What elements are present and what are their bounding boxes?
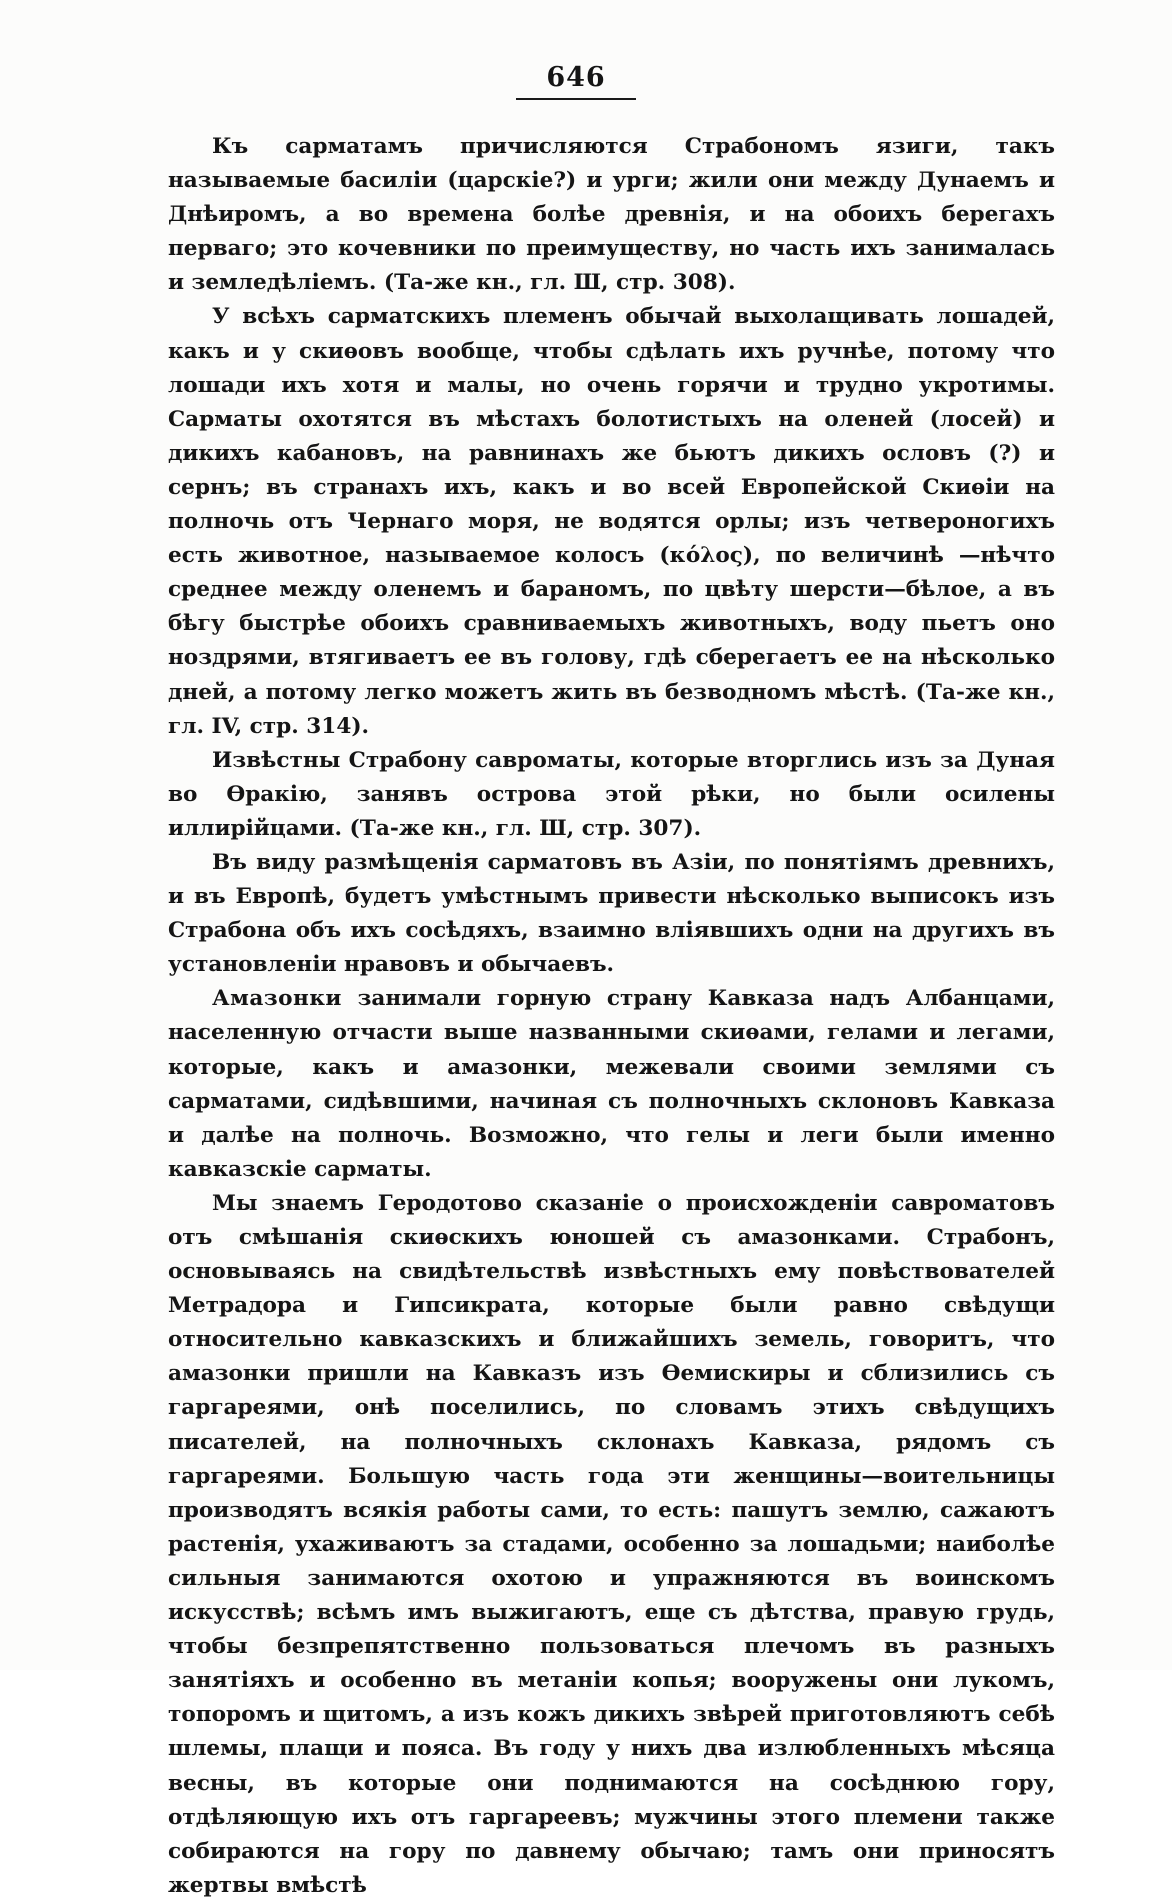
page-number-rule [516, 98, 636, 100]
paragraph-lead-word: Амазонки [212, 986, 342, 1012]
paragraph-herodotus-legend [168, 1187, 1055, 1903]
paragraph-text: У всѣхъ сарматскихъ племенъ обычай выхолащивать лошадей, какъ и у скиѳовъ вообще, чтобы сдѣлать ихъ ручнѣе, потому что лошади ихъ хотя и малы, но очень горячи и трудно укротимы. Сарматы охотятся въ мѣстахъ болотистыхъ на оленей (лосей) и дикихъ кабановъ, на равнинахъ же бьютъ дикихъ ословъ (?) и сернъ; въ странахъ ихъ, какъ и во всей Европейской Скиѳiи на полночь отъ Чернаго моря, не водятся орлы; изъ четвероногихъ есть животное, называемое колосъ (κόλος), по величинѣ —нѣчто среднее между оленемъ и бараномъ, по цвѣту шерсти—бѣлое, а въ бѣгу быстрѣе обоихъ сравниваемыхъ животныхъ, воду пьетъ оно ноздрями, втягиваетъ ее въ голову, гдѣ сберегаетъ ее на нѣсколько дней, а потому легко можетъ жить въ безводномъ мѣстѣ. (Та-же кн., гл. IV, стр. 314). [168, 304, 1055, 739]
page-number: 646 [546, 62, 606, 93]
text-body [168, 130, 1055, 1903]
paragraph-text: Въ виду размѣщенiя сарматовъ въ Азiи, по понятiямъ древнихъ, и въ Европѣ, будетъ умѣстнымъ привести нѣсколько выписокъ изъ Страбона объ ихъ сосѣдяхъ, взаимно влiявшихъ одни на другихъ въ установленiи нравовъ и обычаевъ. [168, 849, 1055, 978]
paragraph-sarmatian-tribes [168, 130, 1055, 300]
paragraph-sauromatae-thrace [168, 744, 1055, 846]
paragraph-amazons [168, 982, 1055, 1187]
paragraph-text: Къ сарматамъ причисляются Страбономъ язиги, такъ называемые басилiи (царскiе?) и урги; жили они между Дунаемъ и Днѣиромъ, а во времена болѣе древнiя, и на обоихъ берегахъ перваго; это кочевники по преимуществу, но часть ихъ занималась и земледѣлiемъ. (Та-же кн., гл. Ш, стр. 308). [168, 134, 1055, 296]
paragraph-text: Извѣстны Страбону савроматы, которые вторглись изъ за Дуная во Ѳракiю, занявъ острова этой рѣки, но были осилены иллирiйцами. (Та-же кн., гл. Ш, стр. 307). [168, 747, 1055, 841]
paragraph-neighbours [168, 846, 1055, 982]
paragraph-sarmatian-customs [168, 300, 1055, 743]
paragraph-text: занимали горную страну Кавказа надъ Албанцами, населенную отчасти выше названными скиѳами, гелами и легами, которые, какъ и амазонки, межевали своими землями съ сарматами, сидѣвшими, начиная съ полночныхъ склоновъ Кавказа и далѣе на полночь. Возможно, что гелы и леги были именно кавказскiе сарматы. [168, 986, 1055, 1182]
paragraph-text: Мы знаемъ Геродотово сказанiе о происхожденiи савроматовъ отъ смѣшанiя скиѳскихъ юношей съ амазонками. Страбонъ, основываясь на свидѣтельствѣ извѣстныхъ ему повѣствователей Метрадора и Гипсикрата, которые были равно свѣдущи относительно кавказскихъ и ближайшихъ земель, говоритъ, что амазонки пришли на Кавказъ изъ Ѳемискиры и сблизились съ гаргареями, онѣ поселились, по словамъ этихъ свѣдущихъ писателей, на полночныхъ склонахъ Кавказа, рядомъ съ гаргареями. Большую часть года эти женщины—воительницы производятъ всякiя работы сами, то есть: пашутъ землю, сажаютъ растенiя, ухаживаютъ за стадами, особенно за лошадьми; наиболѣе сильныя занимаются охотою и упражняются въ воинскомъ искусствѣ; всѣмъ имъ выжигаютъ, еще съ дѣтства, правую грудь, чтобы безпрепятственно пользоваться плечомъ въ разныхъ занятiяхъ и особенно въ метанiи копья; вооружены они лукомъ, топоромъ и щитомъ, а изъ кожъ дикихъ звѣрей приготовляютъ себѣ шлемы, плащи и пояса. Въ году у нихъ два излюбленныхъ мѣсяца весны, въ которые они поднимаются на сосѣднюю гору, отдѣляющую ихъ отъ гаргареевъ; мужчины этого племени также собираются на гору по давнему обычаю; тамъ они приносятъ жертвы вмѣстѣ [168, 1190, 1055, 1898]
